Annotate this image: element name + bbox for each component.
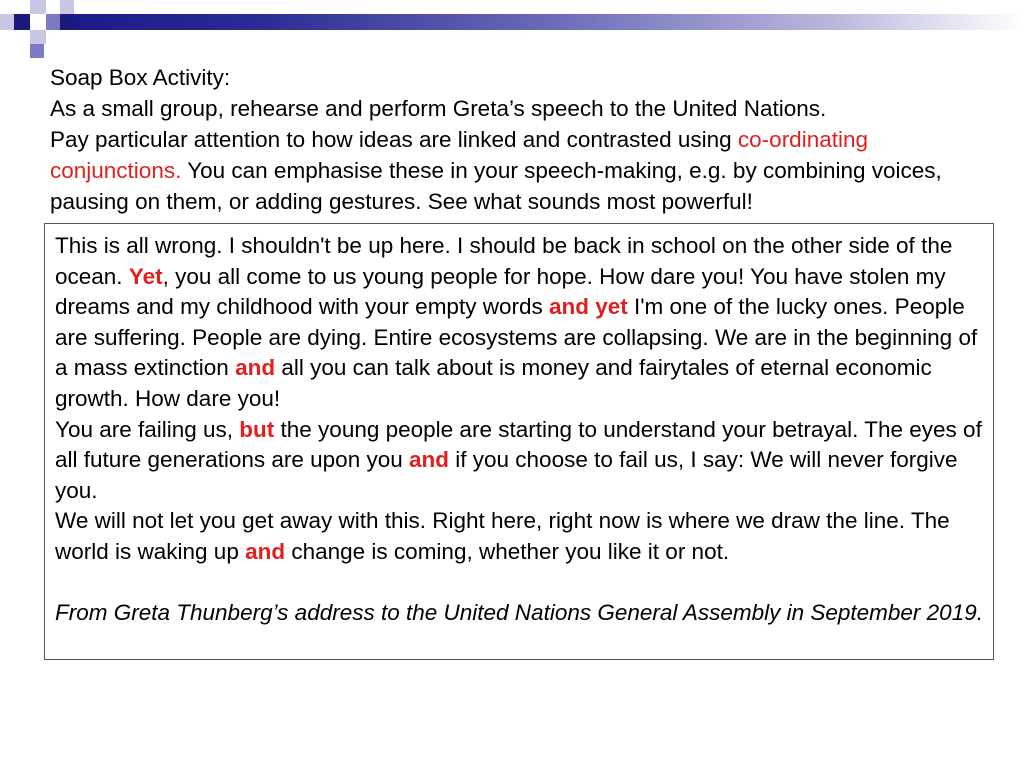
- speech-text: This is all wrong. I shouldn't be up here. I should be back in school on the other side of the ocean.: [55, 233, 953, 289]
- header-gradient-bar: [74, 14, 1024, 30]
- speech-text: We will not let you get away with this. Right here, right now is where we draw the line. The world is waking up: [55, 508, 950, 564]
- speech-paragraph: [55, 415, 983, 507]
- activity-title: Soap Box Activity:: [50, 65, 231, 90]
- header-square-mid: [30, 44, 44, 58]
- header-square-light: [30, 30, 46, 44]
- instruction-line: As a small group, rehearse and perform Greta’s speech to the United Nations.: [50, 96, 827, 121]
- instruction-text: You can emphasise these in your speech-making, e.g. by combining voices, pausing on them, or adding gestures. See what sounds most powerful!: [50, 158, 942, 214]
- conjunction-highlight: and yet: [548, 294, 628, 320]
- speech-text: the young people are starting to understand your betrayal. The eyes of all future generations are upon you: [55, 416, 982, 473]
- speech-text: I'm one of the lucky ones. People are suffering. People are dying. Entire ecosystems are collapsing. We are in the beginning of a mass extinction: [55, 294, 978, 381]
- conjunction-highlight: and: [245, 538, 286, 564]
- header-square-light: [0, 14, 14, 30]
- paragraph-spacer: [55, 568, 983, 599]
- conjunction-highlight: Yet: [128, 263, 163, 289]
- activity-instructions: [50, 62, 1000, 217]
- header-square-dark: [14, 14, 30, 30]
- header-square-mid: [46, 14, 60, 30]
- conjunction-highlight: and: [235, 355, 276, 381]
- speech-text: change is coming, whether you like it or not.: [285, 538, 730, 564]
- speech-text: , you all come to us young people for hope. How dare you! You have stolen my dreams and my childhood with your empty words: [55, 263, 946, 320]
- header-square-light: [30, 0, 46, 14]
- header-square-light: [60, 0, 74, 14]
- conjunction-highlight: and: [409, 447, 450, 473]
- speech-text: all you can talk about is money and fairytales of eternal economic growth. How dare you!: [55, 355, 932, 411]
- header-square-dark: [60, 14, 74, 30]
- speech-text: You are failing us,: [55, 416, 240, 442]
- conjunction-term-highlight: co-ordinating conjunctions.: [50, 127, 868, 183]
- speech-text-box: [44, 223, 994, 660]
- speech-paragraph: [55, 231, 983, 415]
- speech-text: if you choose to fail us, I say: We will never forgive you.: [55, 447, 958, 503]
- instruction-text: Pay particular attention to how ideas are linked and contrasted using: [50, 127, 738, 152]
- conjunction-highlight: but: [239, 416, 275, 442]
- speech-paragraph: [55, 506, 983, 567]
- speech-citation: From Greta Thunberg’s address to the United Nations General Assembly in September 2019.: [55, 600, 983, 626]
- instruction-paragraph: [50, 124, 1000, 217]
